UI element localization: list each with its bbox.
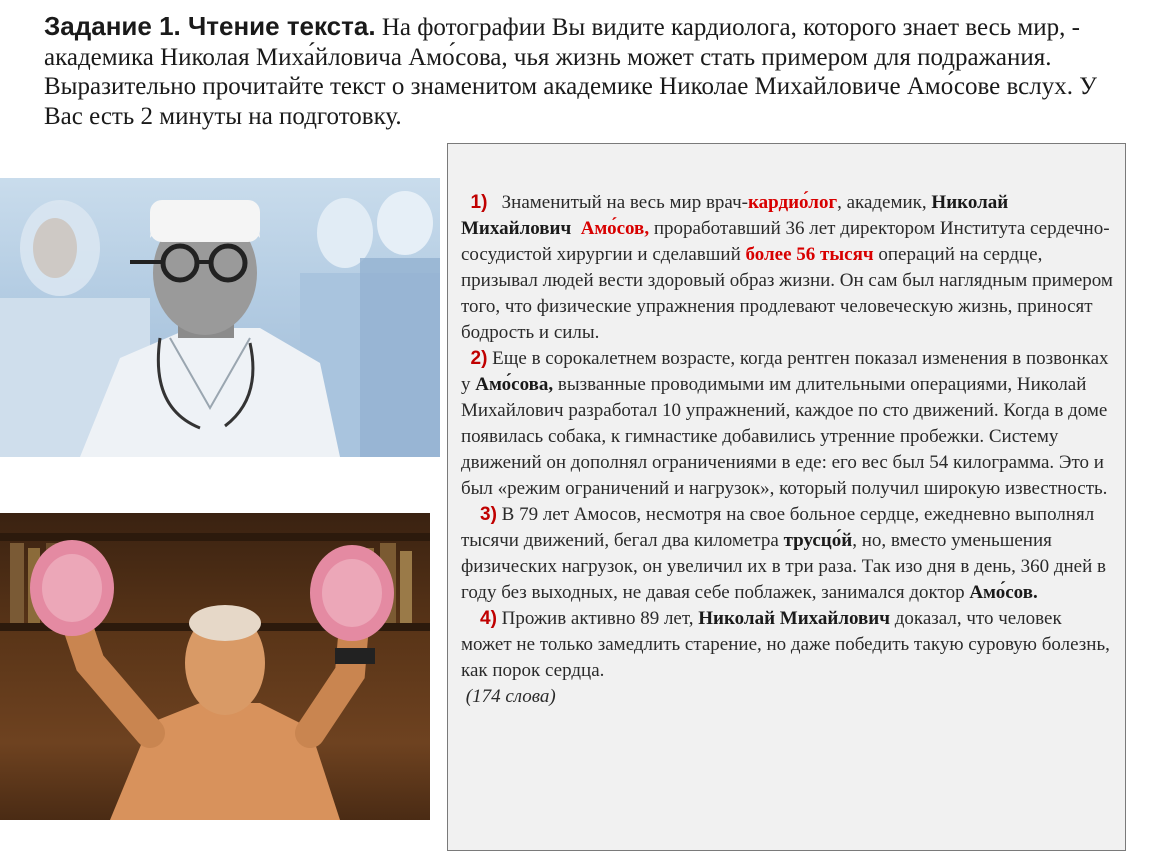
highlight-surname: Амо́сов, [580, 218, 650, 239]
task-heading [44, 12, 1124, 131]
paragraph-1 [461, 190, 1116, 346]
word-count [461, 684, 1116, 710]
highlight-cardiologist: кардио́лог [748, 192, 838, 213]
highlight-surname: Амо́сов. [969, 582, 1038, 603]
paragraph-number: 4) [480, 608, 497, 629]
text: Еще в сорокалетнем возрасте, когда рентген показал изменения в позвонках у [461, 348, 1109, 395]
text: проработавший 36 лет директором Института сердечно-сосудистой хирургии и сделавший [461, 218, 1110, 265]
text: вызванные проводимыми им длительными операциями, Николай Михайлович разработал 10 упражнений, каждое по сто движений. Когда в доме появилась собака, к гимнастике добавились утренние пробежки. Систему движений он дополнял ограничениями в еде: его вес был 54 килограмма. Это и был «режим ограничений и нагрузок», который получил широкую известность. [461, 374, 1108, 499]
task-title: Задание 1. Чтение текста. [44, 11, 376, 41]
text: Знаменитый на весь мир врач- [501, 192, 748, 213]
paragraph-number: 1) [470, 192, 488, 213]
highlight-surname: Амо́сова, [475, 374, 554, 395]
photo-amosov-exercising [0, 513, 430, 820]
text: , но, вместо уменьшения физических нагрузок, он увеличил их в три раза. Так изо дня в день, 360 дней в году без выходных, не давая себе поблажек, занимался доктор [461, 530, 1106, 603]
paragraph-3 [461, 502, 1116, 606]
highlight-name: Николай Михайлович [461, 192, 1009, 239]
paragraph-number: 3) [480, 504, 497, 525]
highlight-name: Николай Михайлович [698, 608, 890, 629]
paragraph-number: 2) [470, 348, 488, 369]
text: доказал, что человек может не только замедлить старение, но даже победить такую суровую болезнь, как порок сердца. [461, 608, 1110, 681]
text-panel [447, 143, 1126, 851]
task-instructions: На фотографии Вы видите кардиолога, которого знает весь мир, - академика Николая Миха́йловича Амо́сова, чья жизнь может стать примером для подражания. Выразительно прочитайте текст о знаменитом академике Николае Михайловиче Амо́сове вслух. У Вас есть 2 минуты на подготовку. [44, 14, 1097, 130]
paragraph-4 [461, 606, 1116, 684]
highlight-count: более 56 тысяч [745, 244, 874, 265]
photo-amosov-surgeon [0, 178, 440, 457]
text: В 79 лет Амосов, несмотря на свое больное сердце, ежедневно выполнял тысячи движений, бегал два километра [461, 504, 1095, 551]
panel-text [461, 190, 1116, 710]
word-count-text: (174 слова) [465, 686, 556, 707]
text: операций на сердце, призывал людей вести здоровый образ жизни. Он сам был наглядным примером того, что физические упражнения продлевают человеческую жизнь, приносят бодрость и силы. [461, 244, 1113, 343]
paragraph-2 [461, 346, 1116, 502]
text: , академик, [837, 192, 932, 213]
text: Прожив активно 89 лет, [496, 608, 699, 629]
highlight-jog: трусцо́й [783, 530, 853, 551]
